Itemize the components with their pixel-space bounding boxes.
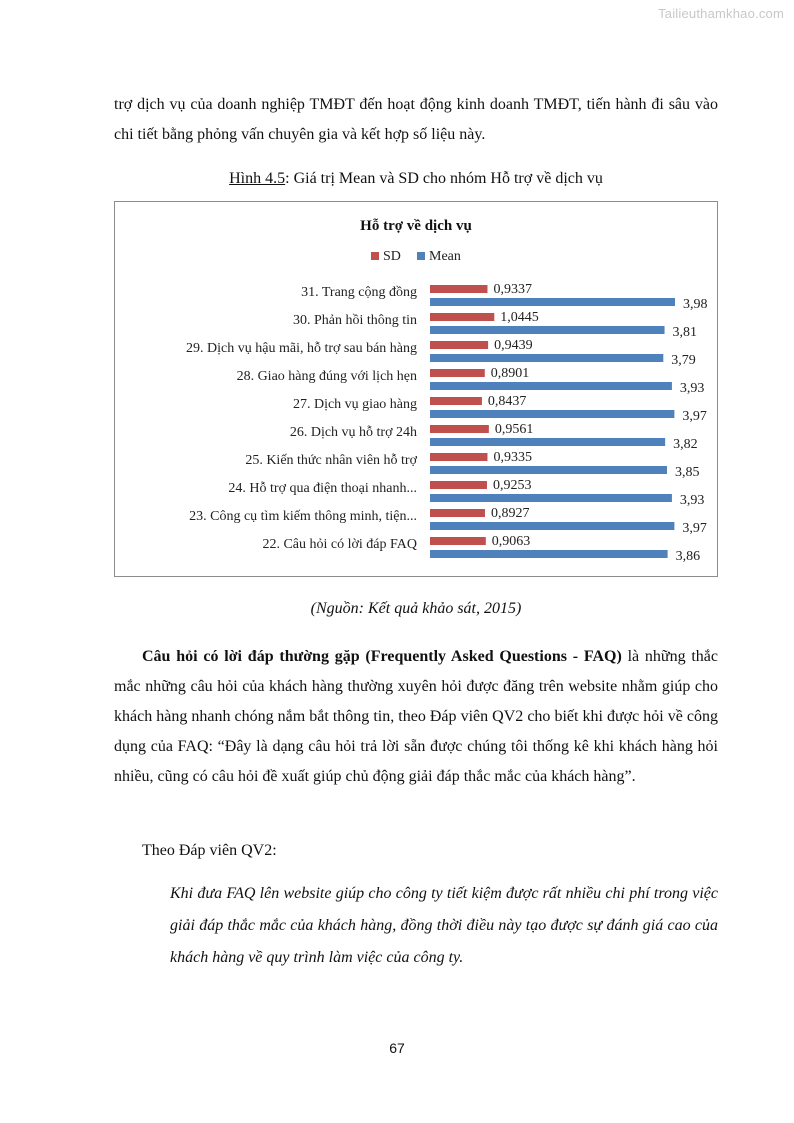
page-number: 67	[389, 1040, 405, 1056]
category-label: 22. Câu hỏi có lời đáp FAQ	[262, 537, 417, 552]
bar-mean	[430, 494, 672, 502]
data-label-mean: 3,93	[679, 381, 705, 396]
category-label: 28. Giao hàng đúng với lịch hẹn	[236, 369, 417, 384]
bar-mean	[430, 522, 674, 530]
data-label-sd: 1,0445	[500, 310, 539, 325]
figure-label: Hình 4.5	[229, 170, 286, 187]
data-label-sd: 0,9063	[491, 534, 531, 549]
category-label: 26. Dịch vụ hỗ trợ 24h	[289, 425, 417, 440]
data-label-mean: 3,93	[679, 493, 705, 508]
bar-mean	[430, 326, 665, 334]
category-label: 27. Dịch vụ giao hàng	[292, 397, 417, 412]
data-label-mean: 3,79	[671, 353, 696, 368]
bar-sd	[430, 369, 485, 377]
data-label-mean: 3,82	[673, 437, 698, 452]
figure-caption	[114, 166, 718, 192]
bar-mean	[430, 550, 668, 558]
intro-paragraph: trợ dịch vụ của doanh nghiệp TMĐT đến hoạt động kinh doanh TMĐT, tiến hành đi sâu vào chi tiết bằng phỏng vấn chuyên gia và kết hợp số liệu này.	[114, 96, 718, 143]
bar-sd	[430, 341, 488, 349]
data-label-mean: 3,86	[675, 549, 701, 564]
category-label: 23. Công cụ tìm kiếm thông minh, tiện...	[189, 509, 417, 524]
data-label-mean: 3,98	[683, 297, 708, 312]
bar-sd	[430, 285, 487, 293]
faq-paragraph-body: là những thắc mắc những câu hỏi của khách hàng thường xuyên hỏi được đăng trên website nhằm giúp cho khách hàng nhanh chóng nắm bắt thông tin, theo Đáp viên QV2 cho biết khi được hỏi về công dụng của FAQ: “Đây là dạng câu hỏi trả lời sẵn được chúng tôi thống kê khi khách hàng hỏi nhiều, cũng có câu hỏi đề xuất giúp chủ động giải đáp thắc mắc của khách hàng”.	[114, 648, 719, 785]
category-label: 24. Hỗ trợ qua điện thoại nhanh...	[228, 481, 417, 496]
data-label-sd: 0,8437	[487, 394, 527, 409]
data-label-mean: 3,85	[674, 465, 700, 480]
source-note: (Nguồn: Kết quả khảo sát, 2015)	[310, 600, 522, 617]
data-label-sd: 0,9335	[493, 450, 532, 465]
data-label-sd: 0,8901	[490, 366, 530, 381]
faq-paragraph-lead: Câu hỏi có lời đáp thường gặp (Frequently Asked Questions - FAQ)	[142, 648, 622, 665]
data-label-mean: 3,97	[682, 521, 707, 536]
data-label-sd: 0,9253	[492, 478, 532, 493]
respondent-quote: Khi đưa FAQ lên website giúp cho công ty tiết kiệm được rất nhiều chi phí trong việc giải đáp thắc mắc của khách hàng, đồng thời điều này tạo được sự đánh giá cao của khách hàng về quy trình làm việc của công ty.	[170, 885, 718, 966]
bar-sd	[430, 453, 487, 461]
data-label-sd: 0,8927	[490, 506, 530, 521]
bar-sd	[430, 313, 494, 321]
category-label: 30. Phản hồi thông tin	[292, 313, 417, 328]
category-label: 25. Kiến thức nhân viên hỗ trợ	[245, 453, 417, 468]
data-label-mean: 3,81	[672, 325, 698, 340]
bar-sd	[430, 481, 487, 489]
watermark: Tailieuthamkhao.com	[658, 6, 784, 21]
category-label: 29. Dịch vụ hậu mãi, hỗ trợ sau bán hàng	[186, 341, 417, 356]
bar-mean	[430, 438, 665, 446]
legend-label-sd: SD	[383, 249, 401, 264]
chart	[115, 202, 717, 576]
bar-sd	[430, 425, 489, 433]
data-label-sd: 0,9337	[493, 282, 532, 297]
bar-mean	[430, 466, 667, 474]
legend-swatch-sd	[371, 252, 379, 260]
bar-sd	[430, 537, 486, 545]
bar-mean	[430, 410, 674, 418]
chart-title: Hỗ trợ về dịch vụ	[360, 218, 472, 234]
chart-frame	[114, 201, 718, 577]
data-label-mean: 3,97	[682, 409, 707, 424]
category-label: 31. Trang cộng đồng	[301, 285, 417, 300]
bar-sd	[430, 509, 485, 517]
bar-sd	[430, 397, 482, 405]
legend-swatch-mean	[417, 252, 425, 260]
data-label-sd: 0,9561	[494, 422, 534, 437]
faq-paragraph	[114, 642, 718, 792]
bar-mean	[430, 298, 675, 306]
legend-label-mean: Mean	[429, 249, 461, 264]
bar-mean	[430, 354, 663, 362]
respondent-intro: Theo Đáp viên QV2:	[142, 842, 277, 859]
data-label-sd: 0,9439	[494, 338, 533, 353]
bar-mean	[430, 382, 672, 390]
figure-caption-text: : Giá trị Mean và SD cho nhóm Hỗ trợ về dịch vụ	[285, 170, 603, 187]
